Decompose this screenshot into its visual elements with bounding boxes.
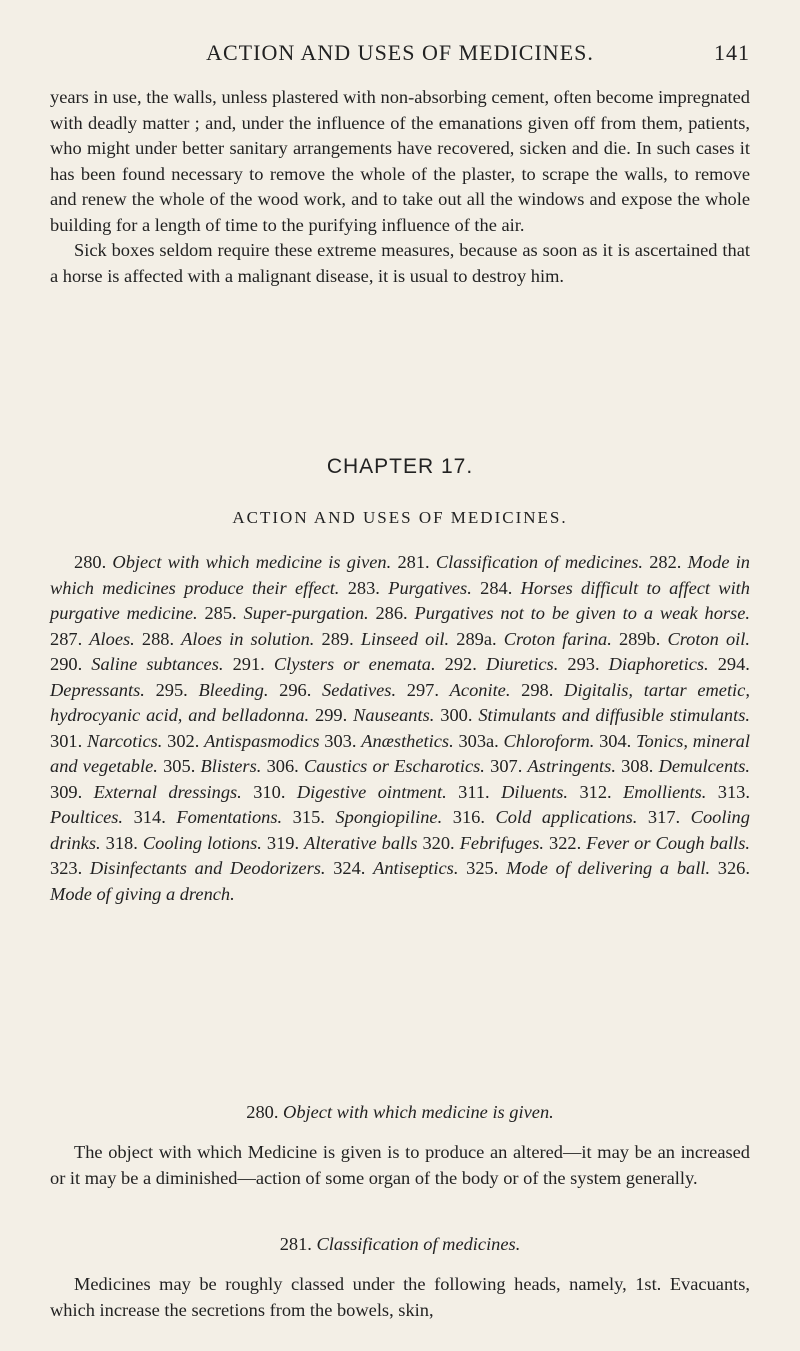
contents-number: 325. [466, 858, 499, 878]
contents-title: Antiseptics. [373, 858, 459, 878]
contents-number: 297. [406, 679, 439, 700]
contents-title: Antispasmodics [204, 730, 320, 751]
contents-number: 303a. [458, 730, 499, 751]
contents-title: Croton oil. [667, 628, 750, 649]
contents-title: Cooling lotions. [142, 832, 262, 853]
contents-number: 306. [266, 756, 299, 776]
contents-number: 319. [266, 832, 300, 853]
contents-number: 289. [321, 628, 354, 649]
contents-number: 303. [324, 730, 357, 751]
contents-title: Classification of medicines. [435, 552, 643, 572]
contents-title: Diluents. [501, 781, 569, 802]
contents-number: 291. [232, 654, 265, 674]
contents-title: Fever or Cough balls. [586, 832, 751, 853]
contents-title: Horses difficult to affect with purgative medicine. [50, 577, 750, 623]
contents-number: 281. [397, 552, 430, 572]
contents-number: 316. [452, 807, 485, 827]
contents-number: 320. [422, 832, 455, 853]
contents-title: Demulcents. [658, 756, 751, 776]
contents-number: 289b. [618, 628, 661, 649]
contents-number: 295. [155, 679, 188, 700]
running-head-title: ACTION AND USES OF MEDICINES. [206, 40, 594, 65]
contents-title: Disinfectants and Deodorizers. [89, 858, 326, 878]
contents-number: 302. [167, 730, 200, 751]
contents-title: Anæsthetics. [361, 730, 454, 751]
contents-title: Poultices. [50, 807, 124, 827]
contents-title: Emollients. [623, 781, 707, 802]
section-title: Classification of medicines. [316, 1234, 521, 1254]
contents-number: 318. [105, 832, 138, 853]
section-number: 280. [246, 1102, 279, 1122]
contents-title: Clysters or enemata. [273, 654, 436, 674]
section-281-heading [50, 1234, 750, 1255]
contents-number: 312. [579, 781, 612, 802]
contents-number: 284. [480, 577, 513, 598]
intro-text [50, 85, 750, 289]
section-280-heading [50, 1102, 750, 1123]
contents-title: Saline subtances. [91, 654, 224, 674]
chapter-contents [50, 550, 750, 907]
contents-title: Croton farina. [503, 628, 612, 649]
contents-number: 280. [74, 552, 107, 572]
contents-title: Alterative balls [304, 832, 418, 853]
contents-number: 286. [375, 603, 408, 623]
contents-number: 309. [50, 781, 83, 802]
contents-number: 299. [315, 705, 348, 725]
contents-title: Sedatives. [322, 679, 397, 700]
contents-number: 326. [717, 858, 750, 878]
contents-title: Narcotics. [86, 730, 163, 751]
contents-number: 301. [50, 730, 83, 751]
contents-number: 311. [458, 781, 490, 802]
contents-number: 322. [549, 832, 582, 853]
contents-title: Depressants. [50, 679, 145, 700]
contents-title: Aloes in solution. [181, 628, 315, 649]
section-paragraph: Medicines may be roughly classed under the following heads, namely, 1st. Evacuants, which increase the secretions from the bowels, skin, [50, 1274, 750, 1320]
contents-number: 323. [50, 858, 83, 878]
contents-number: 288. [141, 628, 175, 649]
contents-number: 283. [347, 577, 380, 598]
intro-paragraph: years in use, the walls, unless plastered with non-absorbing cement, often become impregnated with deadly matter ; and, under the influence of the emanations given off from them, patients, who might under better sanitary arrangements have recovered, sicken and die. In such cases it has been found necessary to remove the whole of the plaster, to scrape the walls, to remove and renew the whole of the wood work, and to take out all the windows and expose the whole building for a length of time to the purifying influence of the air. [50, 87, 750, 235]
contents-title: Digestive ointment. [296, 781, 447, 802]
contents-title: Febrifuges. [459, 832, 544, 853]
section-paragraph: The object with which Medicine is given is to produce an altered—it may be an increased or it may be a diminished—action of some organ of the body or of the system generally. [50, 1142, 750, 1188]
contents-title: Aloes. [89, 628, 135, 649]
contents-title: Bleeding. [198, 679, 269, 700]
contents-number: 307. [490, 756, 523, 776]
contents-title: Nauseants. [353, 705, 435, 725]
contents-title: Spongiopiline. [335, 807, 443, 827]
contents-number: 317. [647, 807, 681, 827]
intro-paragraph: Sick boxes seldom require these extreme measures, because as soon as it is ascertained that a horse is affected with a malignant disease, it is usual to destroy him. [50, 240, 750, 286]
contents-title: Cooling drinks. [50, 807, 750, 853]
contents-title: Caustics or Escharotics. [303, 756, 485, 776]
section-title: Object with which medicine is given. [283, 1102, 554, 1122]
contents-title: Cold applications. [495, 807, 638, 827]
contents-number: 293. [567, 654, 600, 674]
contents-title: Mode in which medicines produce their effect. [50, 552, 751, 598]
page-number: 141 [714, 40, 750, 65]
contents-number: 298. [521, 679, 554, 700]
contents-title: Purgatives. [388, 577, 472, 598]
contents-number: 289a. [456, 628, 497, 649]
contents-number: 290. [50, 654, 83, 674]
section-281-body [50, 1272, 750, 1323]
contents-title: Linseed oil. [360, 628, 450, 649]
contents-title: Stimulants and diffusible stimulants. [478, 705, 750, 725]
contents-title: Super-purgation. [243, 603, 369, 623]
contents-number: 315. [292, 807, 325, 827]
contents-title: Mode of delivering a ball. [506, 858, 711, 878]
contents-title: Fomentations. [176, 807, 283, 827]
contents-title: Diuretics. [485, 654, 559, 674]
contents-title: Digitalis, tartar emetic, hydrocyanic acid, and belladonna. [50, 679, 750, 725]
contents-number: 282. [649, 552, 682, 572]
contents-title: Tonics, mineral and vegetable. [50, 730, 750, 776]
chapter-subtitle: ACTION AND USES OF MEDICINES. [232, 508, 568, 527]
contents-number: 324. [333, 858, 366, 878]
contents-number: 285. [204, 603, 237, 623]
contents-number: 304. [599, 730, 632, 751]
contents-title: External dressings. [93, 781, 242, 802]
section-number: 281. [279, 1234, 312, 1254]
chapter-heading: CHAPTER 17. [326, 455, 474, 478]
contents-number: 296. [279, 679, 312, 700]
contents-title: Purgatives not to be given to a weak horse. [414, 603, 750, 623]
contents-number: 314. [133, 807, 166, 827]
contents-number: 310. [253, 781, 286, 802]
contents-title: Aconite. [449, 679, 511, 700]
contents-title: Chloroform. [503, 730, 595, 751]
contents-number: 287. [50, 628, 83, 649]
contents-title: Mode of giving a drench. [50, 883, 235, 904]
contents-number: 305. [163, 756, 196, 776]
contents-paragraph [50, 550, 750, 907]
contents-number: 300. [440, 705, 473, 725]
contents-number: 294. [717, 654, 750, 674]
contents-number: 292. [444, 654, 477, 674]
contents-title: Astringents. [527, 756, 616, 776]
contents-title: Blisters. [200, 756, 262, 776]
contents-number: 308. [621, 756, 654, 776]
section-280-body [50, 1140, 750, 1191]
contents-title: Diaphoretics. [608, 654, 709, 674]
contents-number: 313. [717, 781, 750, 802]
contents-title: Object with which medicine is given. [112, 552, 392, 572]
